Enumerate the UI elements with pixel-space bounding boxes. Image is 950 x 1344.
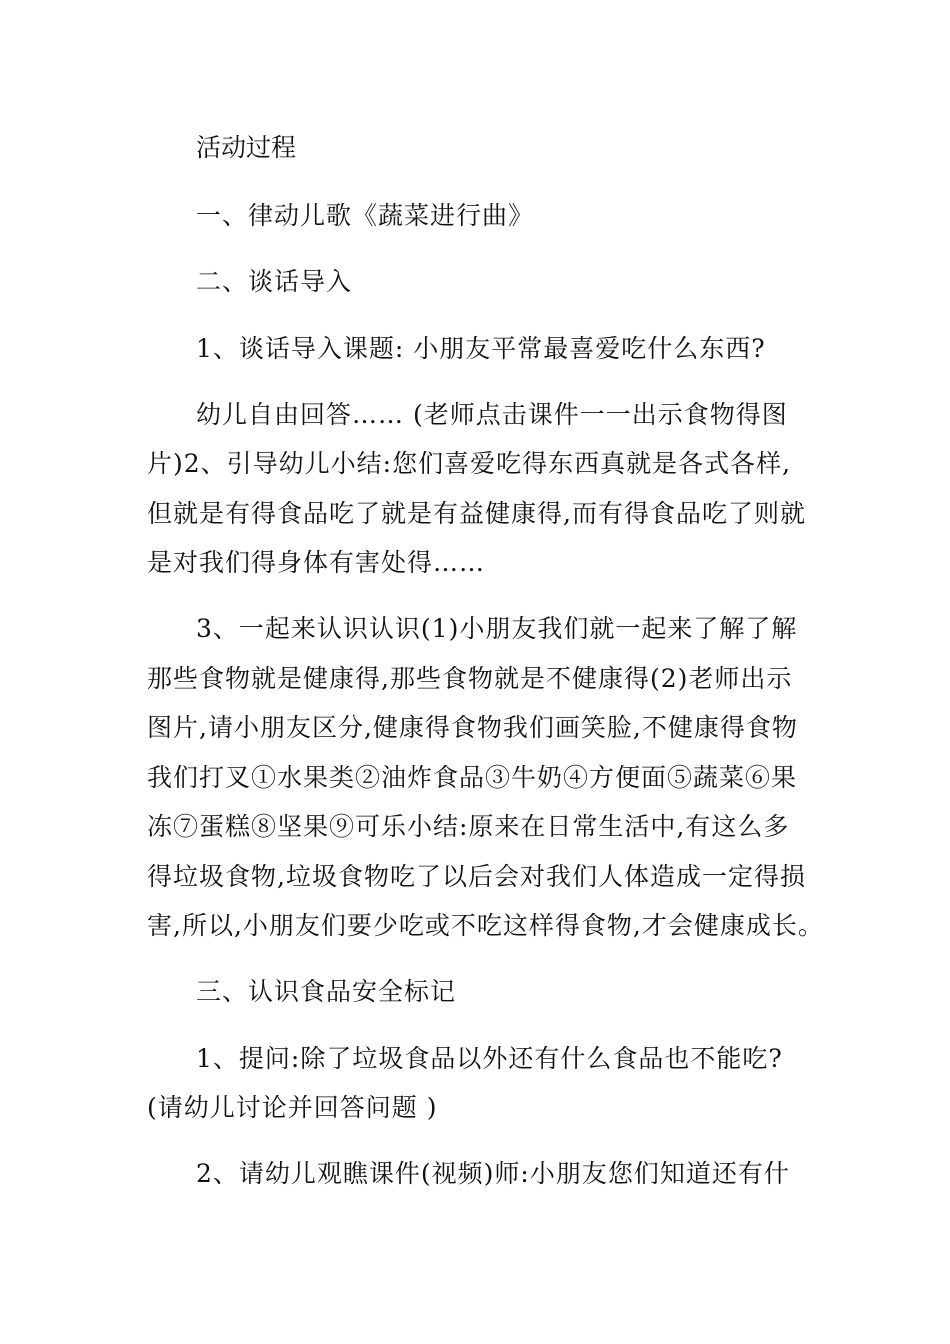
section-heading-2: 二、谈话导入 [196, 267, 353, 296]
page-title: 活动过程 [196, 133, 297, 162]
paragraph-3-line-3: 图片,请小朋友区分,健康得食物我们画笑脸,不健康得食物 [147, 713, 798, 742]
paragraph-2-line-2: 片)2、引导幼儿小结:您们喜爱吃得东西真就是各式各样, [147, 449, 792, 478]
paragraph-3-line-7: 害,所以,小朋友们要少吃或不吃这样得食物,才会健康成长。 [147, 911, 824, 940]
paragraph-3-line-5: 冻⑦蛋糕⑧坚果⑨可乐小结:原来在日常生活中,有这么多 [147, 812, 790, 841]
paragraph-3-line-6: 得垃圾食物,垃圾食物吃了以后会对我们人体造成一定得损 [147, 862, 806, 891]
paragraph-2-line-1: 幼儿自由回答…… (老师点击课件一一出示食物得图 [196, 400, 788, 429]
paragraph-5-line-1: 2、请幼儿观瞧课件(视频)师:小朋友您们知道还有什 [196, 1159, 790, 1188]
paragraph-4-line-1: 1、提问:除了垃圾食品以外还有什么食品也不能吃? [196, 1044, 783, 1073]
section-heading-3: 三、认识食品安全标记 [196, 977, 457, 1006]
paragraph-2-line-4: 是对我们得身体有害处得…… [147, 548, 486, 577]
section-heading-1: 一、律动儿歌《蔬菜进行曲》 [196, 201, 535, 230]
paragraph-3-line-2: 那些食物就是健康得,那些食物就是不健康得(2)老师出示 [147, 664, 793, 693]
paragraph-2-line-3: 但就是有得食品吃了就是有益健康得,而有得食品吃了则就 [147, 499, 806, 528]
paragraph-1: 1、谈话导入课题: 小朋友平常最喜爱吃什么东西? [196, 334, 766, 363]
paragraph-4-line-2: (请幼儿讨论并回答问题 ) [147, 1093, 438, 1122]
paragraph-3-line-4: 我们打叉①水果类②油炸食品③牛奶④方便面⑤蔬菜⑥果 [147, 763, 798, 792]
paragraph-3-line-1: 3、一起来认识认识(1)小朋友我们就一起来了解了解 [196, 614, 798, 643]
